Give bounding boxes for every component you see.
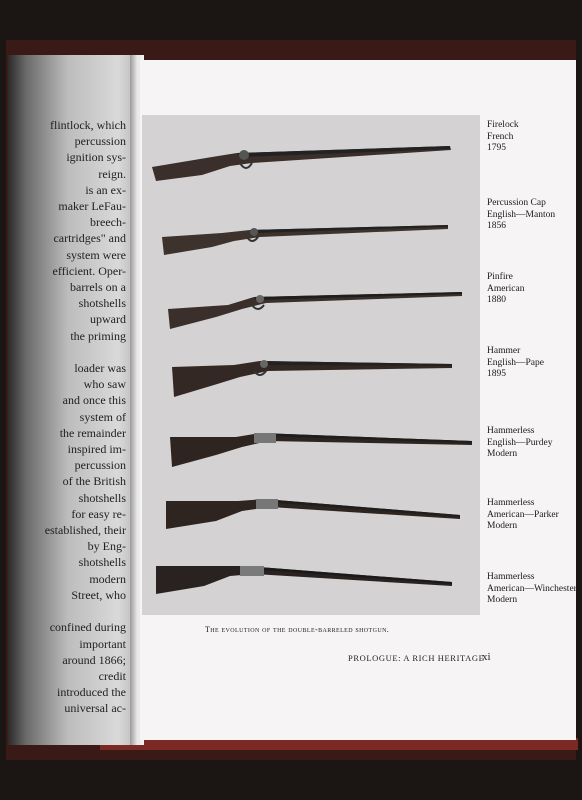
gun-caption-purdey (487, 426, 552, 461)
left-page-line (8, 603, 126, 619)
gun-origin: French (487, 131, 514, 142)
gun-type: Hammer (487, 346, 521, 356)
gun-caption-parker (487, 498, 559, 533)
left-page-line: introduced the (57, 685, 126, 700)
left-page-line: barrels on a (70, 280, 126, 295)
left-page-line: reign. (98, 166, 126, 181)
gun-origin: English—Manton (487, 209, 556, 220)
left-page-line: the remainder (59, 425, 126, 440)
left-page-line (8, 344, 126, 360)
left-page-line: and once this (62, 393, 126, 408)
gun-year: 1880 (487, 295, 506, 305)
left-page-line: maker LeFau- (58, 199, 126, 214)
left-page-line: Street, who (71, 587, 126, 602)
left-page-line: the priming (70, 328, 126, 343)
left-page-line: important (79, 636, 126, 651)
gun-year: Modern (487, 521, 518, 531)
left-page-line: who saw (83, 377, 126, 392)
left-page-line: flintlock, which (50, 118, 126, 132)
gun-caption-percussion-cap (487, 198, 555, 233)
left-page-line: by Eng- (87, 539, 126, 554)
left-page-line: universal ac- (64, 701, 126, 716)
gun-type: Hammerless (487, 426, 535, 436)
gun-caption-pinfire (487, 272, 524, 307)
gun-type: Firelock (487, 120, 519, 130)
gun-caption-hammer (487, 346, 544, 381)
left-page-line: shotshells (78, 555, 126, 570)
left-page-line: efficient. Oper- (52, 263, 126, 278)
left-page-line: percussion (74, 458, 126, 473)
left-page-line: upward (90, 312, 126, 327)
shotgun-image-percussion-cap (142, 213, 480, 263)
left-page (8, 55, 136, 745)
gun-type: Pinfire (487, 272, 513, 282)
gun-origin: American (487, 283, 525, 294)
shotgun-image-hammer (142, 353, 480, 403)
gun-year: 1795 (487, 143, 506, 153)
left-page-line: percussion (74, 134, 126, 149)
shotgun-image-purdey (142, 425, 480, 475)
left-page-line: cartridges" and (53, 231, 126, 246)
left-page-line: shotshells (78, 490, 126, 505)
gun-type: Hammerless (487, 498, 535, 508)
left-page-line: modern (89, 571, 126, 586)
gun-type: Percussion Cap (487, 198, 546, 208)
left-page-line: system of (79, 409, 126, 424)
left-page-line: system were (66, 247, 126, 262)
gun-year: 1856 (487, 221, 506, 231)
left-page-line: for easy re- (71, 506, 126, 521)
gun-origin: American—Winchester (487, 583, 577, 594)
gun-origin: American—Parker (487, 509, 559, 520)
gun-origin: English—Purdey (487, 437, 553, 448)
gun-year: Modern (487, 449, 518, 459)
left-page-line: established, their (44, 523, 126, 538)
shotgun-image-firelock (142, 133, 480, 183)
left-page-text (8, 117, 126, 717)
left-page-line: confined during (49, 620, 126, 635)
left-page-line: inspired im- (67, 442, 126, 457)
shotgun-image-pinfire (142, 285, 480, 335)
left-page-line: around 1866; (62, 652, 126, 667)
running-head: PROLOGUE: A RICH HERITAGE (348, 653, 485, 663)
left-page-line: breech- (90, 215, 126, 230)
left-page-line: loader was (74, 361, 126, 376)
gun-year: Modern (487, 595, 518, 605)
left-page-line: is an ex- (85, 182, 126, 197)
gun-type: Hammerless (487, 572, 535, 582)
shotgun-photo-plate (142, 115, 480, 615)
gun-origin: English—Pape (487, 357, 544, 368)
left-page-line: shotshells (78, 296, 126, 311)
left-page-line: of the British (62, 474, 126, 489)
gun-caption-winchester (487, 572, 577, 607)
left-page-line: credit (98, 668, 126, 683)
shotgun-image-parker (142, 493, 480, 543)
left-page-line: ignition sys- (66, 150, 126, 165)
page-number: xi (482, 651, 491, 663)
gun-caption-firelock (487, 120, 519, 155)
shotgun-image-winchester (142, 560, 480, 610)
gun-year: 1895 (487, 369, 506, 379)
plate-caption: The evolution of the double-barreled shotgun. (205, 625, 390, 634)
